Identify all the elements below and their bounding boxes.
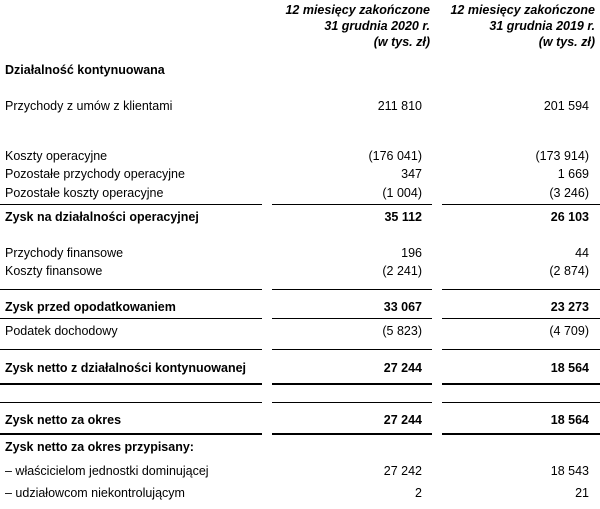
row-income-tax-label: Podatek dochodowy [5,324,118,338]
row-other-op-income-2020: 347 [401,167,422,181]
row-other-op-costs-label: Pozostałe koszty operacyjne [5,186,164,200]
row-revenue-label: Przychody z umów z klientami [5,99,173,113]
row-income-tax [0,322,600,340]
row-other-op-costs-2020: (1 004) [382,186,422,200]
row-net-cont-2020: 27 244 [383,361,422,375]
divider [0,349,262,350]
row-income-tax-2020: (5 823) [382,324,422,338]
divider [442,402,600,403]
row-op-profit-2020: 35 112 [384,210,422,224]
row-owners-2020: 27 242 [383,464,422,478]
column-header-2019-line2: 31 grudnia 2019 r. [489,19,595,33]
row-fin-costs-label: Koszty finansowe [5,264,103,278]
row-other-op-costs-2019: (3 246) [549,186,589,200]
divider [0,289,262,290]
row-nci-label: – udziałowcom niekontrolującym [5,486,185,500]
row-op-costs [0,147,600,165]
divider [0,204,262,205]
row-revenue-2019: 201 594 [543,99,589,113]
row-op-costs-label: Koszty operacyjne [5,149,108,163]
row-net-period-label: Zysk netto za okres [5,413,122,427]
divider [0,433,262,435]
row-nci-2020: 2 [415,486,422,500]
row-op-profit-2019: 26 103 [550,210,589,224]
column-header-2020-line2: 31 grudnia 2020 r. [324,19,430,33]
row-owners-label: – właścicielom jednostki dominującej [5,464,209,478]
divider [442,289,600,290]
row-fin-costs-2019: (2 874) [549,264,589,278]
column-header-2019-line1: 12 miesięcy zakończone [450,3,595,17]
row-op-costs-2020: (176 041) [368,149,422,163]
divider [272,289,432,290]
row-pretax-profit [0,298,600,316]
divider [442,383,600,385]
row-fin-costs [0,262,600,280]
row-attrib-title [0,438,600,456]
row-other-op-income-2019: 1 669 [557,167,589,181]
divider [442,204,600,205]
divider [442,318,600,319]
row-net-period-2020: 27 244 [383,413,422,427]
column-header-2020-line1: 12 miesięcy zakończone [285,3,430,17]
column-header-2019-line3: (w tys. zł) [538,35,595,49]
row-income-tax-2019: (4 709) [549,324,589,338]
row-fin-income-label: Przychody finansowe [5,246,124,260]
row-net-period [0,411,600,429]
divider [272,402,432,403]
row-fin-income-2019: 44 [575,246,589,260]
divider [272,204,432,205]
section-title: Działalność kontynuowana [5,63,165,77]
row-fin-income-2020: 196 [401,246,422,260]
row-op-costs-2019: (173 914) [535,149,589,163]
row-net-cont-2019: 18 564 [550,361,589,375]
row-revenue-2020: 211 810 [377,99,422,113]
row-net-cont-label: Zysk netto z działalności kontynuowanej [5,361,247,375]
divider [0,402,262,403]
column-header-2019 [390,2,595,50]
row-other-op-income-label: Pozostałe przychody operacyjne [5,167,185,181]
row-op-profit-label: Zysk na działalności operacyjnej [5,210,199,224]
row-revenue [0,97,600,115]
divider [272,349,432,350]
row-other-op-costs [0,184,600,202]
row-other-op-income [0,165,600,183]
divider [442,433,600,435]
row-attrib-title-label: Zysk netto za okres przypisany: [5,440,194,454]
divider [442,349,600,350]
row-net-period-2019: 18 564 [550,413,589,427]
column-header-2020-line3: (w tys. zł) [373,35,430,49]
divider [272,318,432,319]
row-fin-income [0,244,600,262]
divider [0,383,262,385]
divider [272,433,432,435]
divider [0,318,262,319]
row-pretax-profit-2020: 33 067 [383,300,422,314]
row-owners [0,462,600,480]
row-op-profit [0,208,600,226]
row-pretax-profit-label: Zysk przed opodatkowaniem [5,300,176,314]
row-nci-2019: 21 [575,486,589,500]
row-owners-2019: 18 543 [550,464,589,478]
section-title-row [0,61,600,79]
row-pretax-profit-2019: 23 273 [550,300,589,314]
row-net-cont [0,359,600,377]
row-nci [0,484,600,502]
divider [272,383,432,385]
row-fin-costs-2020: (2 241) [382,264,422,278]
